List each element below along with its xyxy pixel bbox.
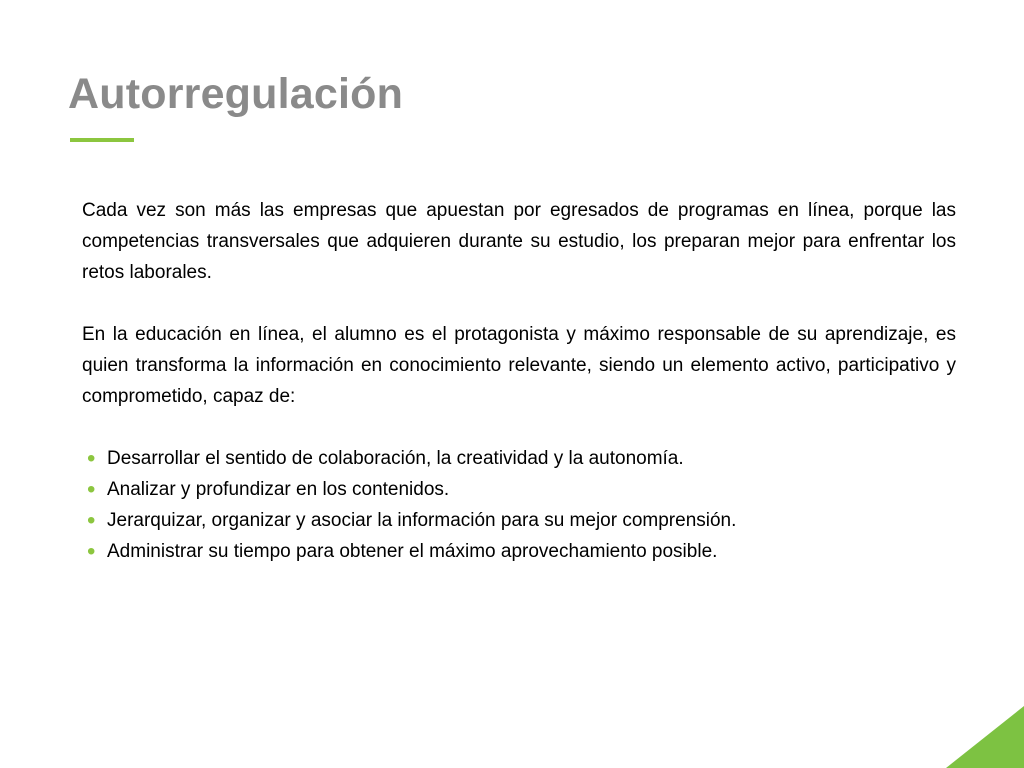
slide-title: Autorregulación — [68, 70, 404, 118]
bullet-dot-icon: • — [87, 538, 96, 565]
bullet-dot-icon: • — [87, 507, 96, 534]
list-item — [82, 443, 956, 474]
list-item — [82, 536, 956, 567]
bullet-text: Jerarquizar, organizar y asociar la información para su mejor comprensión. — [107, 510, 737, 531]
corner-triangle-decoration — [946, 706, 1024, 768]
bullet-list — [82, 443, 956, 567]
slide-body — [82, 195, 956, 567]
bullet-text: Analizar y profundizar en los contenidos. — [107, 479, 450, 500]
list-item — [82, 474, 956, 505]
bullet-dot-icon: • — [87, 445, 96, 472]
paragraph-2: En la educación en línea, el alumno es el protagonista y máximo responsable de su aprendizaje, es quien transforma la información en conocimiento relevante, siendo un elemento activo, participativo y comprometido, capaz de: — [82, 324, 956, 407]
list-item — [82, 505, 956, 536]
bullet-text: Administrar su tiempo para obtener el máximo aprovechamiento posible. — [107, 541, 718, 562]
corner-triangle-shape — [946, 706, 1024, 768]
bullet-text: Desarrollar el sentido de colaboración, la creatividad y la autonomía. — [107, 448, 684, 469]
paragraph-1: Cada vez son más las empresas que apuestan por egresados de programas en línea, porque las competencias transversales que adquieren durante su estudio, los preparan mejor para enfrentar los retos laborales. — [82, 200, 956, 283]
title-underline-accent — [70, 138, 134, 142]
bullet-dot-icon: • — [87, 476, 96, 503]
